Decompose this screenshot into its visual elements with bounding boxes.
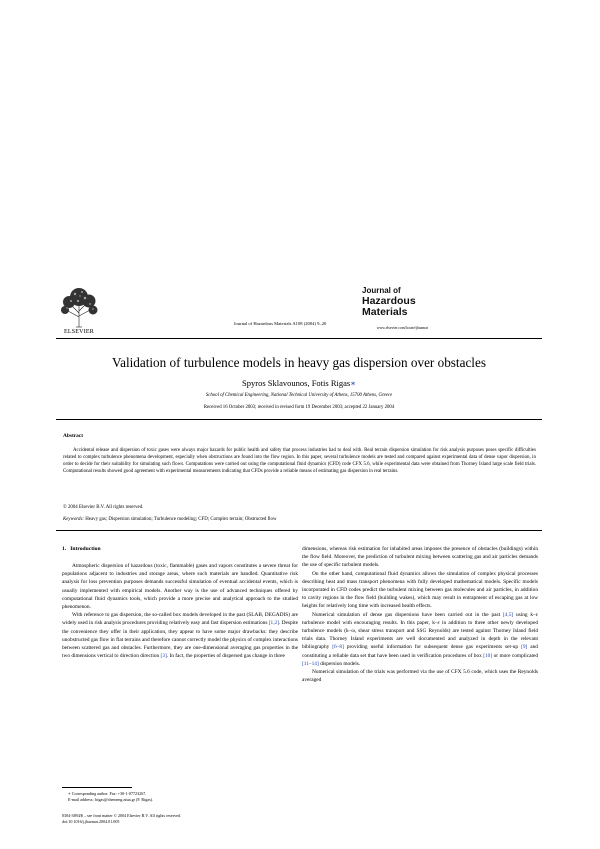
intro-paragraph-3: dimensions, whereas risk estimation for inhabited areas imposes the presence of obstacles (buildings) within the flow field. Moreover, the prediction of turbulent mixing between scattering gas and air particles demands the use of specific turbulent models.	[302, 546, 538, 569]
paragraph-text: Numerical simulation of dense gas dispersions have been carried out in the past	[312, 611, 503, 618]
author-affiliation: School of Chemical Engineering, National Technical University of Athens, 15700 Athens, Greece	[205, 393, 393, 398]
journal-logo-line3: Materials	[362, 306, 408, 318]
paragraph-text: . Despite the convenience they offer in their application, they appear to have some major drawbacks: they describe unobstructed gas flow in flat terrains and therefore cannot correctly model the physics of complex interactions between scattered gas and obstacles. Furthermore, they are one-dimensional averaging gas properties in the two dimensions vertical to direction direction	[62, 620, 298, 660]
citation-link[interactable]: [6–8]	[332, 644, 344, 651]
abstract-bottom-divider	[56, 530, 542, 531]
intro-paragraph-4: On the other hand, computational fluid dynamics allows the simulation of complex physical processes describing heat and mass transport phenomena with fully developed mathematical models. Specific models incorporated in CFD codes predict the turbulent mixing between gas molecules and air particles, in addition to cavity regions in the flow field (building wakes), which may result in entrapment of escaping gas at low heights for relatively long time with increased health effects.	[302, 570, 538, 610]
paragraph-text: . In fact, the properties of dispersed gas change in three	[166, 653, 285, 660]
left-column	[62, 562, 298, 660]
journal-reference: Journal of Hazardous Materials A108 (2004) 9–20	[233, 321, 327, 326]
journal-logo-line1: Journal of	[362, 286, 401, 295]
right-column	[302, 545, 538, 684]
abstract-top-divider	[56, 419, 542, 420]
paragraph-text: providing useful information for subsequent dense gas experiments set-up	[343, 644, 522, 651]
issn-line: 0304-3894/$ – see front matter © 2004 Elsevier B.V. All rights reserved.	[62, 813, 182, 818]
article-authors	[56, 378, 542, 389]
header-divider	[56, 338, 542, 339]
citation-link[interactable]: [4,5]	[502, 611, 514, 618]
doi-line[interactable]: doi:10.1016/j.jhazmat.2004.01.005	[62, 819, 120, 825]
publisher-name: ELSEVIER	[64, 329, 94, 335]
corresponding-author-mark[interactable]: ∗	[350, 378, 356, 388]
citation-link[interactable]: [1,2]	[268, 620, 279, 627]
section-title: Introduction	[70, 546, 101, 552]
journal-logo	[362, 285, 424, 318]
intro-paragraph-6: Numerical simulation of the trials was performed via the use of CFX 5.6 code, which uses the Reynolds averaged	[302, 669, 538, 684]
paragraph-text: and constituting a reliable data set that have been used in verification procedures of box	[302, 644, 538, 659]
abstract-text: Accidental release and dispersion of toxic gases were always major hazards for public health and safety that process industries had to deal with. Real terrain dispersion simulation for risk analysis purposes poses specific difficulties related to complex turbulence phenomena development, especially when obstructions are found into the flow region. In this paper, several turbulence models are tested and compared against experimental data of dense vapor dispersion, in order to decide for their suitability for simulating such flows. Computations were carried out using the computational fluid dynamics (CFD) code CFX 5.6, while experimental data were obtained from Thorney Island large scale field trials. Computational results showed good agreement with experimental measurements indicating that CFDs provide a reliable means of estimating gas dispersion in real terrains.	[63, 448, 536, 475]
citation-link[interactable]: [10]	[483, 652, 493, 659]
citation-link[interactable]: [11–14]	[302, 660, 319, 667]
citation-link[interactable]: [3]	[160, 653, 167, 660]
keywords	[63, 517, 533, 522]
intro-paragraph-5	[302, 611, 538, 668]
corresponding-author-note: ∗ Corresponding author. Fax: +30-1-07723267.	[68, 791, 147, 796]
issn-doi	[62, 813, 298, 825]
keywords-list: Heavy gas; Dispersion simulation; Turbulence modeling; CFD; Complex terrain; Obstructed flow	[85, 517, 277, 522]
section-heading-introduction	[62, 546, 101, 552]
citation-link[interactable]: [9]	[521, 644, 528, 651]
copyright-notice: © 2004 Elsevier B.V. All rights reserved.	[63, 505, 144, 510]
received-dates: Received 16 October 2003; received in revised form 19 December 2003; accepted 22 January 2004	[203, 405, 395, 410]
intro-paragraph-1: Atmospheric dispersion of hazardous (toxic, flammable) gases and vapors constitutes a severe threat for populations adjacent to industries and storage areas, where such materials are handled. Quantitative risk analysis for loss prevention purposes demands successful simulation of eventual accidental events, which is usually implemented with empirical models. Another way is the use of advanced techniques offered by computational fluid dynamics tools, which provide a more precise and analytical approach to the studied phenomenon.	[62, 563, 298, 611]
intro-paragraph-2	[62, 611, 298, 660]
journal-logo-line2: Hazardous	[362, 295, 416, 307]
email-note[interactable]: E-mail address: frigas@chemeng.ntua.gr (F. Rigas).	[68, 797, 154, 803]
paragraph-text: using k–ε turbulence model with encouraging results. In this paper, k–ε in addition to three other newly developed turbulence models (k–ω, shear stress transport and SSG Reynolds) are tested against Thorney Island field trials data. Thorney Island experiments are well documented and analyzed in depth in the relevant bibliography	[302, 611, 538, 651]
footnotes	[62, 791, 298, 803]
paragraph-text: or more complicated	[492, 652, 538, 659]
elsevier-tree-logo	[56, 283, 102, 329]
article-title: Validation of turbulence models in heavy gas dispersion over obstacles	[112, 355, 486, 370]
keywords-label: Keywords:	[63, 517, 85, 522]
paragraph-text: With reference to gas dispersion, the so-called box models developed in the past (SLAB, DEGADIS) are widely used in risk analysis procedures providing relatively easy and fast dispersion estimations	[62, 612, 298, 627]
abstract-heading: Abstract	[63, 433, 84, 439]
footnote-divider	[62, 787, 132, 788]
section-number: 1.	[62, 546, 67, 552]
paragraph-text: dispersion models.	[318, 660, 361, 667]
authors-text: Spyros Sklavounos, Fotis Rigas	[242, 378, 351, 388]
journal-url[interactable]: www.elsevier.com/locate/jhazmat	[376, 326, 428, 330]
